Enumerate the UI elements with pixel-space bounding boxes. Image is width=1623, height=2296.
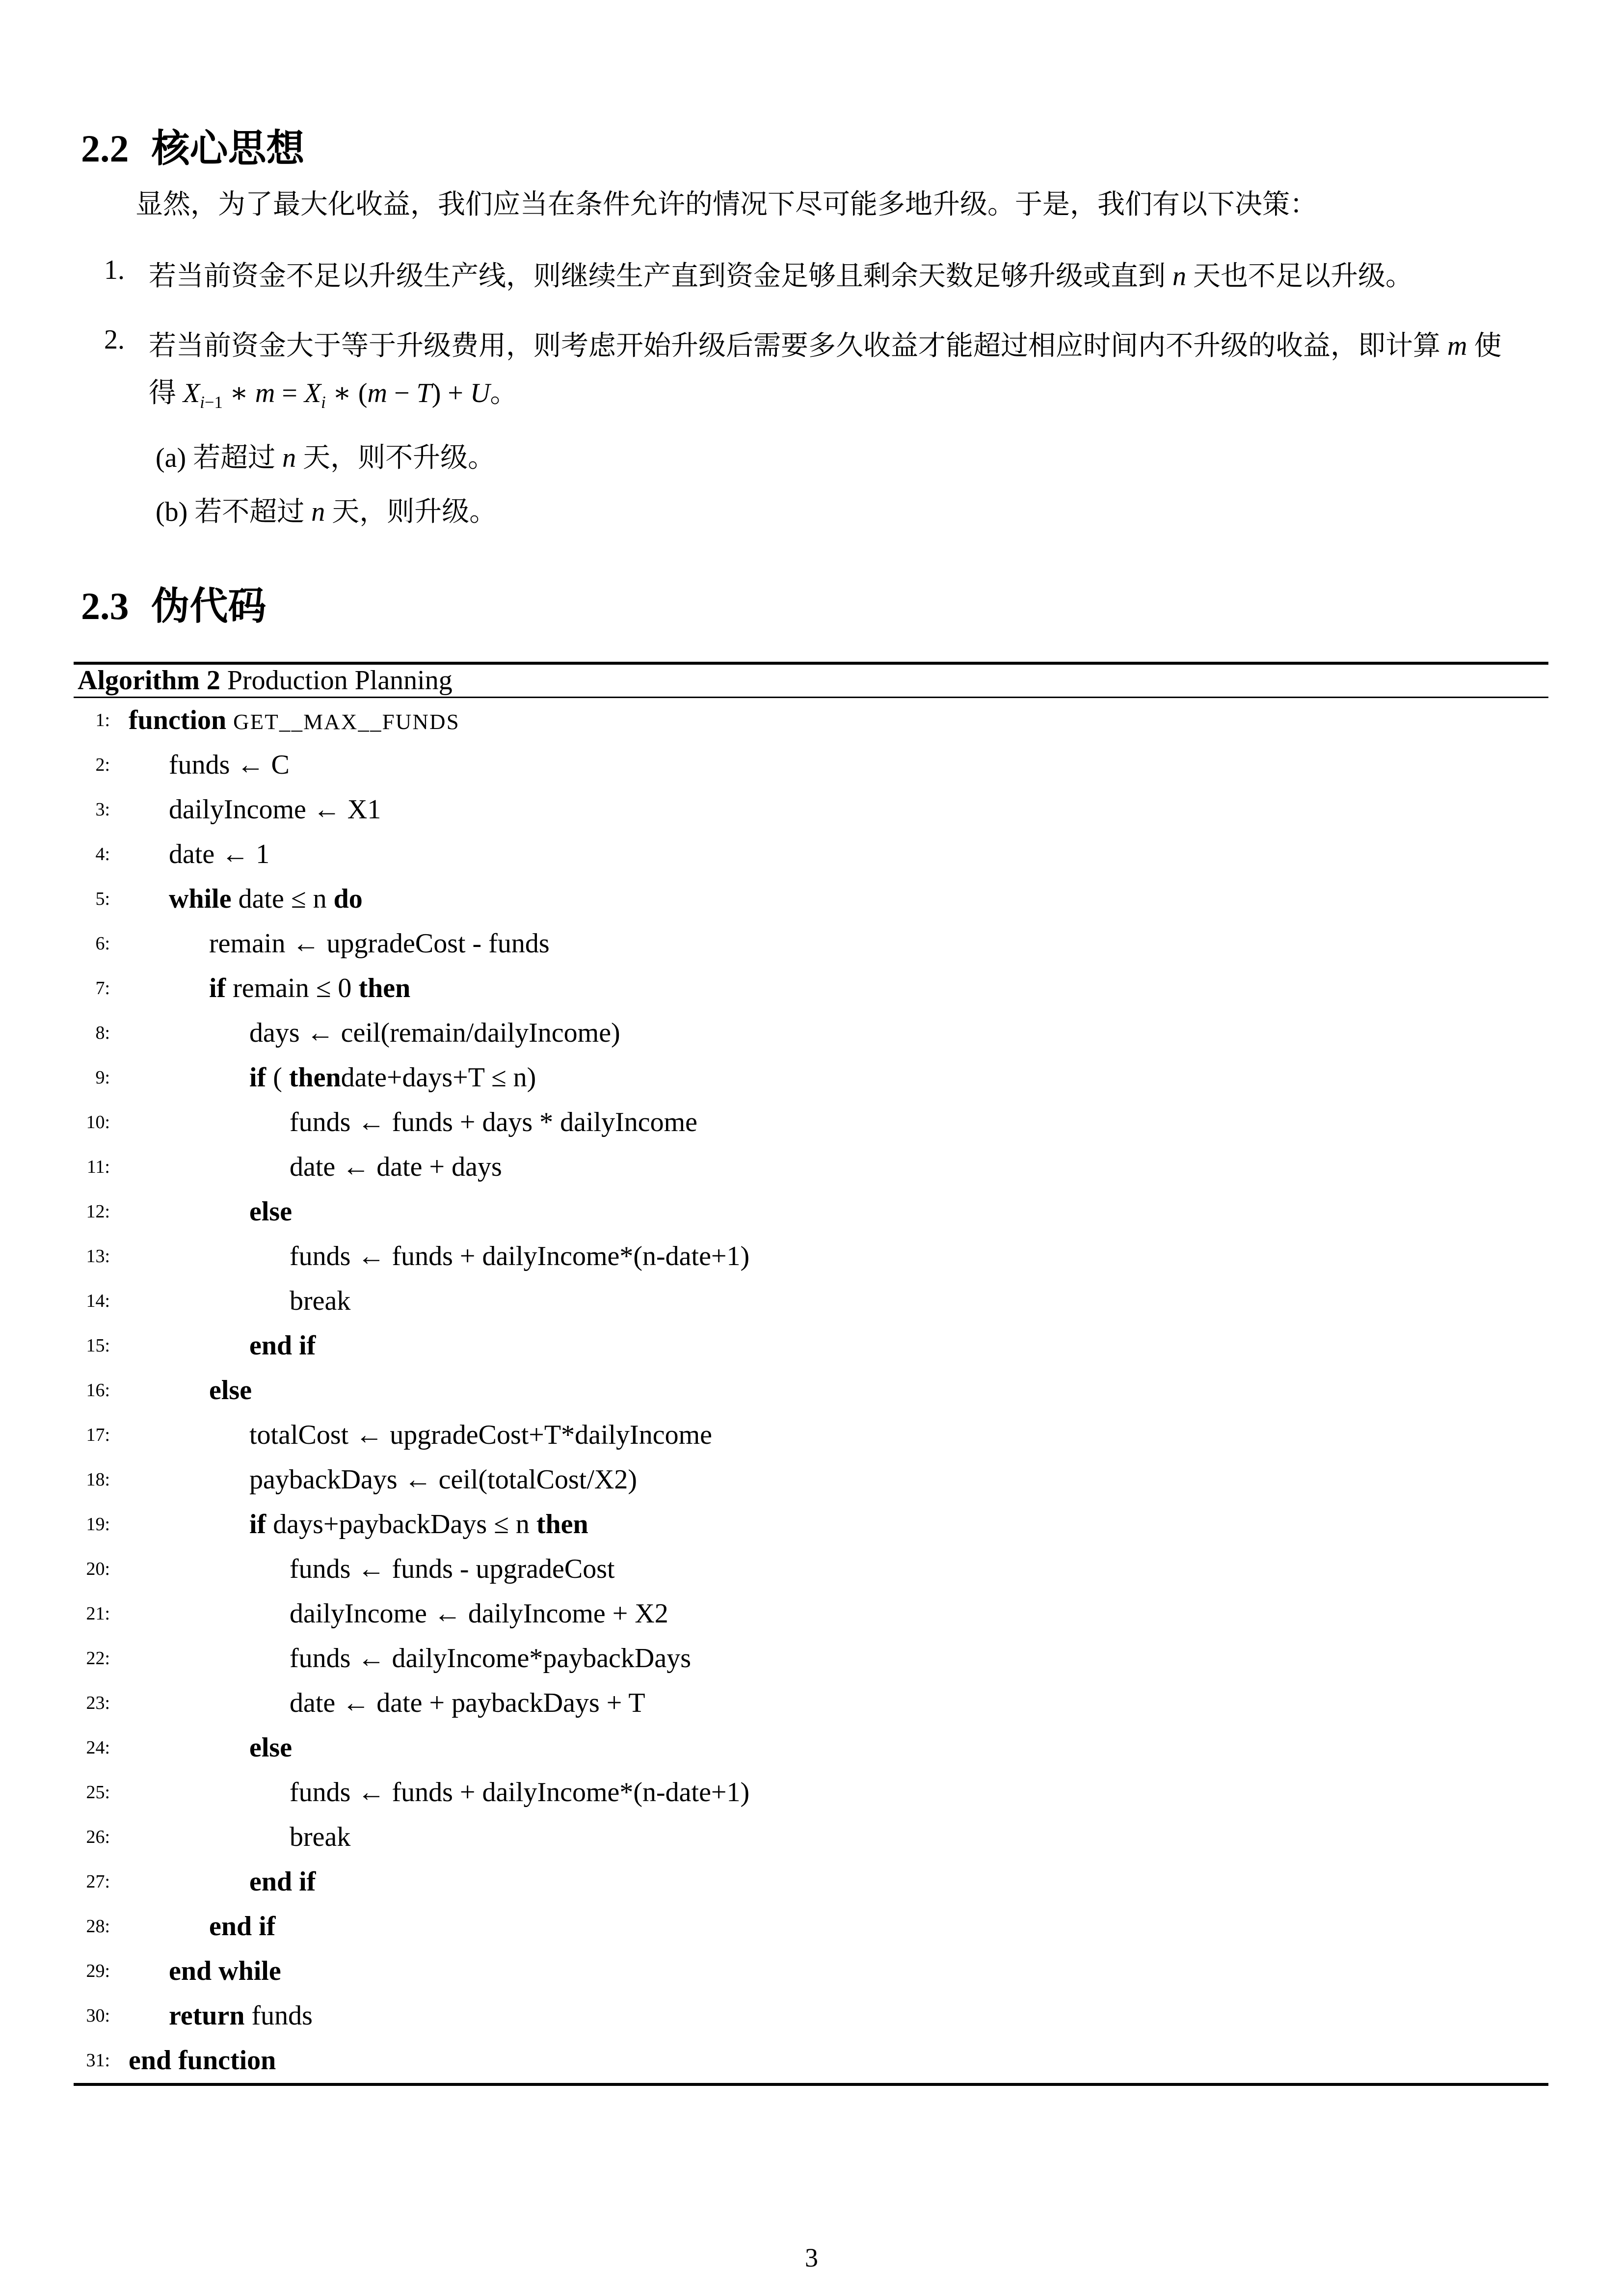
algo-line-1 <box>74 698 1548 743</box>
algo-line-27 <box>74 1860 1548 1904</box>
list-item-1-text <box>149 254 1413 294</box>
algo-line-30 <box>74 1994 1548 2038</box>
algo-line-24 <box>74 1726 1548 1770</box>
text-segment: (b) 若不超过 <box>156 497 312 527</box>
line-number: 14: <box>86 1291 110 1311</box>
text-segment: U <box>470 378 490 408</box>
line-content <box>209 966 410 1011</box>
algo-line-31 <box>74 2038 1548 2083</box>
text-segment: while <box>169 884 239 914</box>
text-segment: break <box>290 1822 351 1852</box>
algorithm-caption <box>74 665 1548 697</box>
algo-line-20 <box>74 1547 1548 1592</box>
text-segment: m <box>367 378 387 408</box>
algo-line-5 <box>74 877 1548 921</box>
algo-line-28 <box>74 1904 1548 1949</box>
algorithm-caption-label: Algorithm 2 <box>78 665 220 696</box>
text-segment: 若当前资金不足以升级生产线，则继续生产直到资金足够且剩余天数足够升级或直到 <box>149 261 1172 292</box>
line-content <box>290 1636 691 1681</box>
line-content <box>169 743 290 787</box>
algo-line-9 <box>74 1055 1548 1100</box>
line-number: 22: <box>86 1648 110 1669</box>
text-segment: if <box>249 1062 273 1093</box>
text-segment: date ≤ n <box>238 884 334 914</box>
text-segment: m <box>1447 331 1467 361</box>
line-number: 13: <box>86 1246 110 1267</box>
text-segment: 天也不足以升级。 <box>1186 261 1413 292</box>
section-heading-pseudocode <box>81 575 266 630</box>
text-segment: do <box>333 884 363 914</box>
text-segment: then <box>289 1062 341 1093</box>
line-number: 17: <box>86 1425 110 1445</box>
text-segment: else <box>249 1196 293 1227</box>
line-content <box>290 1279 350 1324</box>
line-content <box>209 1368 252 1413</box>
text-segment: ∗ <box>222 378 255 408</box>
line-number: 28: <box>86 1916 110 1937</box>
text-segment: funds ← funds + dailyIncome*(n-date+1) <box>290 1241 750 1271</box>
text-segment: X <box>183 378 200 408</box>
text-segment: n <box>311 497 325 527</box>
text-segment: T <box>416 378 432 408</box>
line-content <box>249 1055 536 1100</box>
text-segment: date ← 1 <box>169 839 270 869</box>
line-content <box>290 1815 350 1860</box>
line-content <box>290 1100 697 1145</box>
line-number: 29: <box>86 1961 110 1981</box>
text-segment: = <box>275 378 304 408</box>
page-number: 3 <box>805 2243 818 2272</box>
line-content <box>249 1324 316 1368</box>
algorithm-bottom-rule <box>74 2083 1548 2086</box>
text-segment: then <box>358 973 411 1003</box>
text-segment: days ← ceil(remain/dailyIncome) <box>249 1018 620 1048</box>
algo-line-16 <box>74 1368 1548 1413</box>
algo-line-10 <box>74 1100 1548 1145</box>
line-content <box>249 1189 292 1234</box>
line-number: 2: <box>95 755 110 775</box>
line-number: 30: <box>86 2005 110 2026</box>
line-number: 6: <box>95 933 110 954</box>
text-segment: remain ≤ 0 <box>233 973 359 1003</box>
line-content <box>290 1547 615 1592</box>
text-segment: else <box>209 1375 252 1405</box>
text-segment: ) + <box>431 378 470 408</box>
text-segment: m <box>255 378 275 408</box>
text-segment: −1 <box>204 393 223 412</box>
algo-line-4 <box>74 832 1548 877</box>
text-segment: end if <box>249 1866 316 1897</box>
algo-line-29 <box>74 1949 1548 1994</box>
text-segment: funds ← funds - upgradeCost <box>290 1554 615 1584</box>
text-segment: X <box>304 378 321 408</box>
line-number: 19: <box>86 1514 110 1535</box>
text-segment: date ← date + paybackDays + T <box>290 1688 645 1718</box>
line-number: 23: <box>86 1693 110 1713</box>
line-number: 9: <box>95 1067 110 1088</box>
text-segment: n <box>1172 261 1186 292</box>
list-item-2-text-line2 <box>149 371 517 410</box>
text-segment: − <box>387 378 417 408</box>
section-number: 2.2 <box>81 127 129 170</box>
line-number: 21: <box>86 1603 110 1624</box>
line-content <box>249 1726 292 1770</box>
text-segment: then <box>536 1509 588 1540</box>
algo-line-6 <box>74 921 1548 966</box>
line-number: 4: <box>95 844 110 864</box>
line-content <box>169 877 363 921</box>
line-content <box>209 1904 275 1949</box>
algo-line-18 <box>74 1458 1548 1502</box>
text-segment: remain ← upgradeCost - funds <box>209 928 550 959</box>
line-content <box>249 1458 637 1502</box>
section-title: 核心思想 <box>151 127 305 170</box>
algo-line-21 <box>74 1592 1548 1636</box>
line-content <box>290 1145 502 1189</box>
text-segment: date ← date + days <box>290 1152 502 1182</box>
text-segment: paybackDays ← ceil(totalCost/X2) <box>249 1464 638 1495</box>
text-segment: end function <box>129 2045 276 2076</box>
algo-line-15 <box>74 1324 1548 1368</box>
line-content <box>290 1592 668 1636</box>
text-segment: if <box>209 973 233 1003</box>
line-number: 26: <box>86 1827 110 1847</box>
text-segment: ∗ ( <box>325 378 368 408</box>
algo-line-11 <box>74 1145 1548 1189</box>
list-item-1-number: 1. <box>104 255 125 285</box>
algo-line-13 <box>74 1234 1548 1279</box>
line-content <box>290 1770 749 1815</box>
line-number: 18: <box>86 1469 110 1490</box>
text-segment: else <box>249 1732 293 1763</box>
sublist-item-b <box>156 490 497 529</box>
text-segment: end while <box>169 1956 281 1986</box>
intro-paragraph: 显然，为了最大化收益，我们应当在条件允许的情况下尽可能多地升级。于是，我们有以下决策： <box>135 189 1317 220</box>
line-number: 31: <box>86 2050 110 2071</box>
line-number: 15: <box>86 1335 110 1356</box>
algo-line-19 <box>74 1502 1548 1547</box>
text-segment: end if <box>249 1330 316 1361</box>
text-segment: i <box>321 393 326 412</box>
text-segment: 若当前资金大于等于升级费用，则考虑开始升级后需要多久收益才能超过相应时间内不升级的收益，即计算 <box>149 331 1447 361</box>
algo-line-12 <box>74 1189 1548 1234</box>
text-segment: if <box>249 1509 273 1540</box>
list-item-2-text-line1 <box>149 324 1501 363</box>
list-item-2-number: 2. <box>104 324 125 355</box>
line-number: 12: <box>86 1201 110 1222</box>
line-number: 20: <box>86 1559 110 1579</box>
algorithm-lines <box>74 698 1548 2083</box>
text-segment: dailyIncome ← X1 <box>169 794 381 825</box>
line-content <box>209 921 550 966</box>
section-number: 2.3 <box>81 585 129 627</box>
line-number: 1: <box>95 710 110 730</box>
line-number: 25: <box>86 1782 110 1803</box>
algo-line-2 <box>74 743 1548 787</box>
line-number: 3: <box>95 799 110 820</box>
line-content <box>290 1681 645 1726</box>
text-segment: end if <box>209 1911 276 1942</box>
text-segment: dailyIncome ← dailyIncome + X2 <box>290 1598 668 1629</box>
text-segment: GET__MAX__FUNDS <box>233 709 460 734</box>
line-content <box>129 698 460 743</box>
algo-line-8 <box>74 1011 1548 1055</box>
algo-line-17 <box>74 1413 1548 1458</box>
line-content <box>290 1234 749 1279</box>
text-segment: 。 <box>490 378 518 408</box>
line-content <box>169 1994 313 2038</box>
text-segment: function <box>129 705 234 735</box>
sublist-item-a <box>156 436 495 475</box>
text-segment: funds <box>251 2000 313 2031</box>
line-number: 7: <box>95 978 110 999</box>
algorithm-caption-title: Production Planning <box>220 665 452 696</box>
text-segment: 使 <box>1467 331 1502 361</box>
line-number: 16: <box>86 1380 110 1401</box>
text-segment: funds ← dailyIncome*paybackDays <box>290 1643 691 1674</box>
line-content <box>249 1413 712 1458</box>
line-content <box>249 1502 588 1547</box>
algo-line-7 <box>74 966 1548 1011</box>
text-segment: 天，则不升级。 <box>296 443 496 473</box>
text-segment: (a) 若超过 <box>156 443 283 473</box>
line-number: 24: <box>86 1737 110 1758</box>
line-content <box>249 1860 316 1904</box>
section-heading-core-idea <box>81 118 305 173</box>
text-segment: i <box>200 393 205 412</box>
line-content <box>129 2038 276 2083</box>
text-segment: funds ← funds + days * dailyIncome <box>290 1107 698 1137</box>
line-content <box>249 1011 620 1055</box>
text-segment: funds ← C <box>169 750 290 780</box>
line-number: 27: <box>86 1871 110 1892</box>
algorithm-block <box>74 662 1548 2086</box>
text-segment: 得 <box>149 378 183 408</box>
algo-line-23 <box>74 1681 1548 1726</box>
section-title: 伪代码 <box>151 585 266 627</box>
text-segment: n <box>282 443 296 473</box>
text-segment: break <box>290 1286 351 1316</box>
line-content <box>169 832 269 877</box>
algo-line-26 <box>74 1815 1548 1860</box>
algo-line-14 <box>74 1279 1548 1324</box>
text-segment: 天，则升级。 <box>325 497 497 527</box>
text-segment: ( <box>273 1062 289 1093</box>
text-segment: funds ← funds + dailyIncome*(n-date+1) <box>290 1777 750 1808</box>
text-segment: return <box>169 2000 252 2031</box>
algo-line-22 <box>74 1636 1548 1681</box>
line-number: 5: <box>95 889 110 909</box>
line-number: 10: <box>86 1112 110 1133</box>
line-number: 11: <box>86 1157 110 1177</box>
text-segment: date+days+T ≤ n) <box>341 1062 536 1093</box>
algo-line-25 <box>74 1770 1548 1815</box>
line-content <box>169 787 381 832</box>
text-segment: days+paybackDays ≤ n <box>273 1509 536 1540</box>
line-number: 8: <box>95 1023 110 1043</box>
text-segment: totalCost ← upgradeCost+T*dailyIncome <box>249 1420 712 1450</box>
line-content <box>169 1949 281 1994</box>
algo-line-3 <box>74 787 1548 832</box>
